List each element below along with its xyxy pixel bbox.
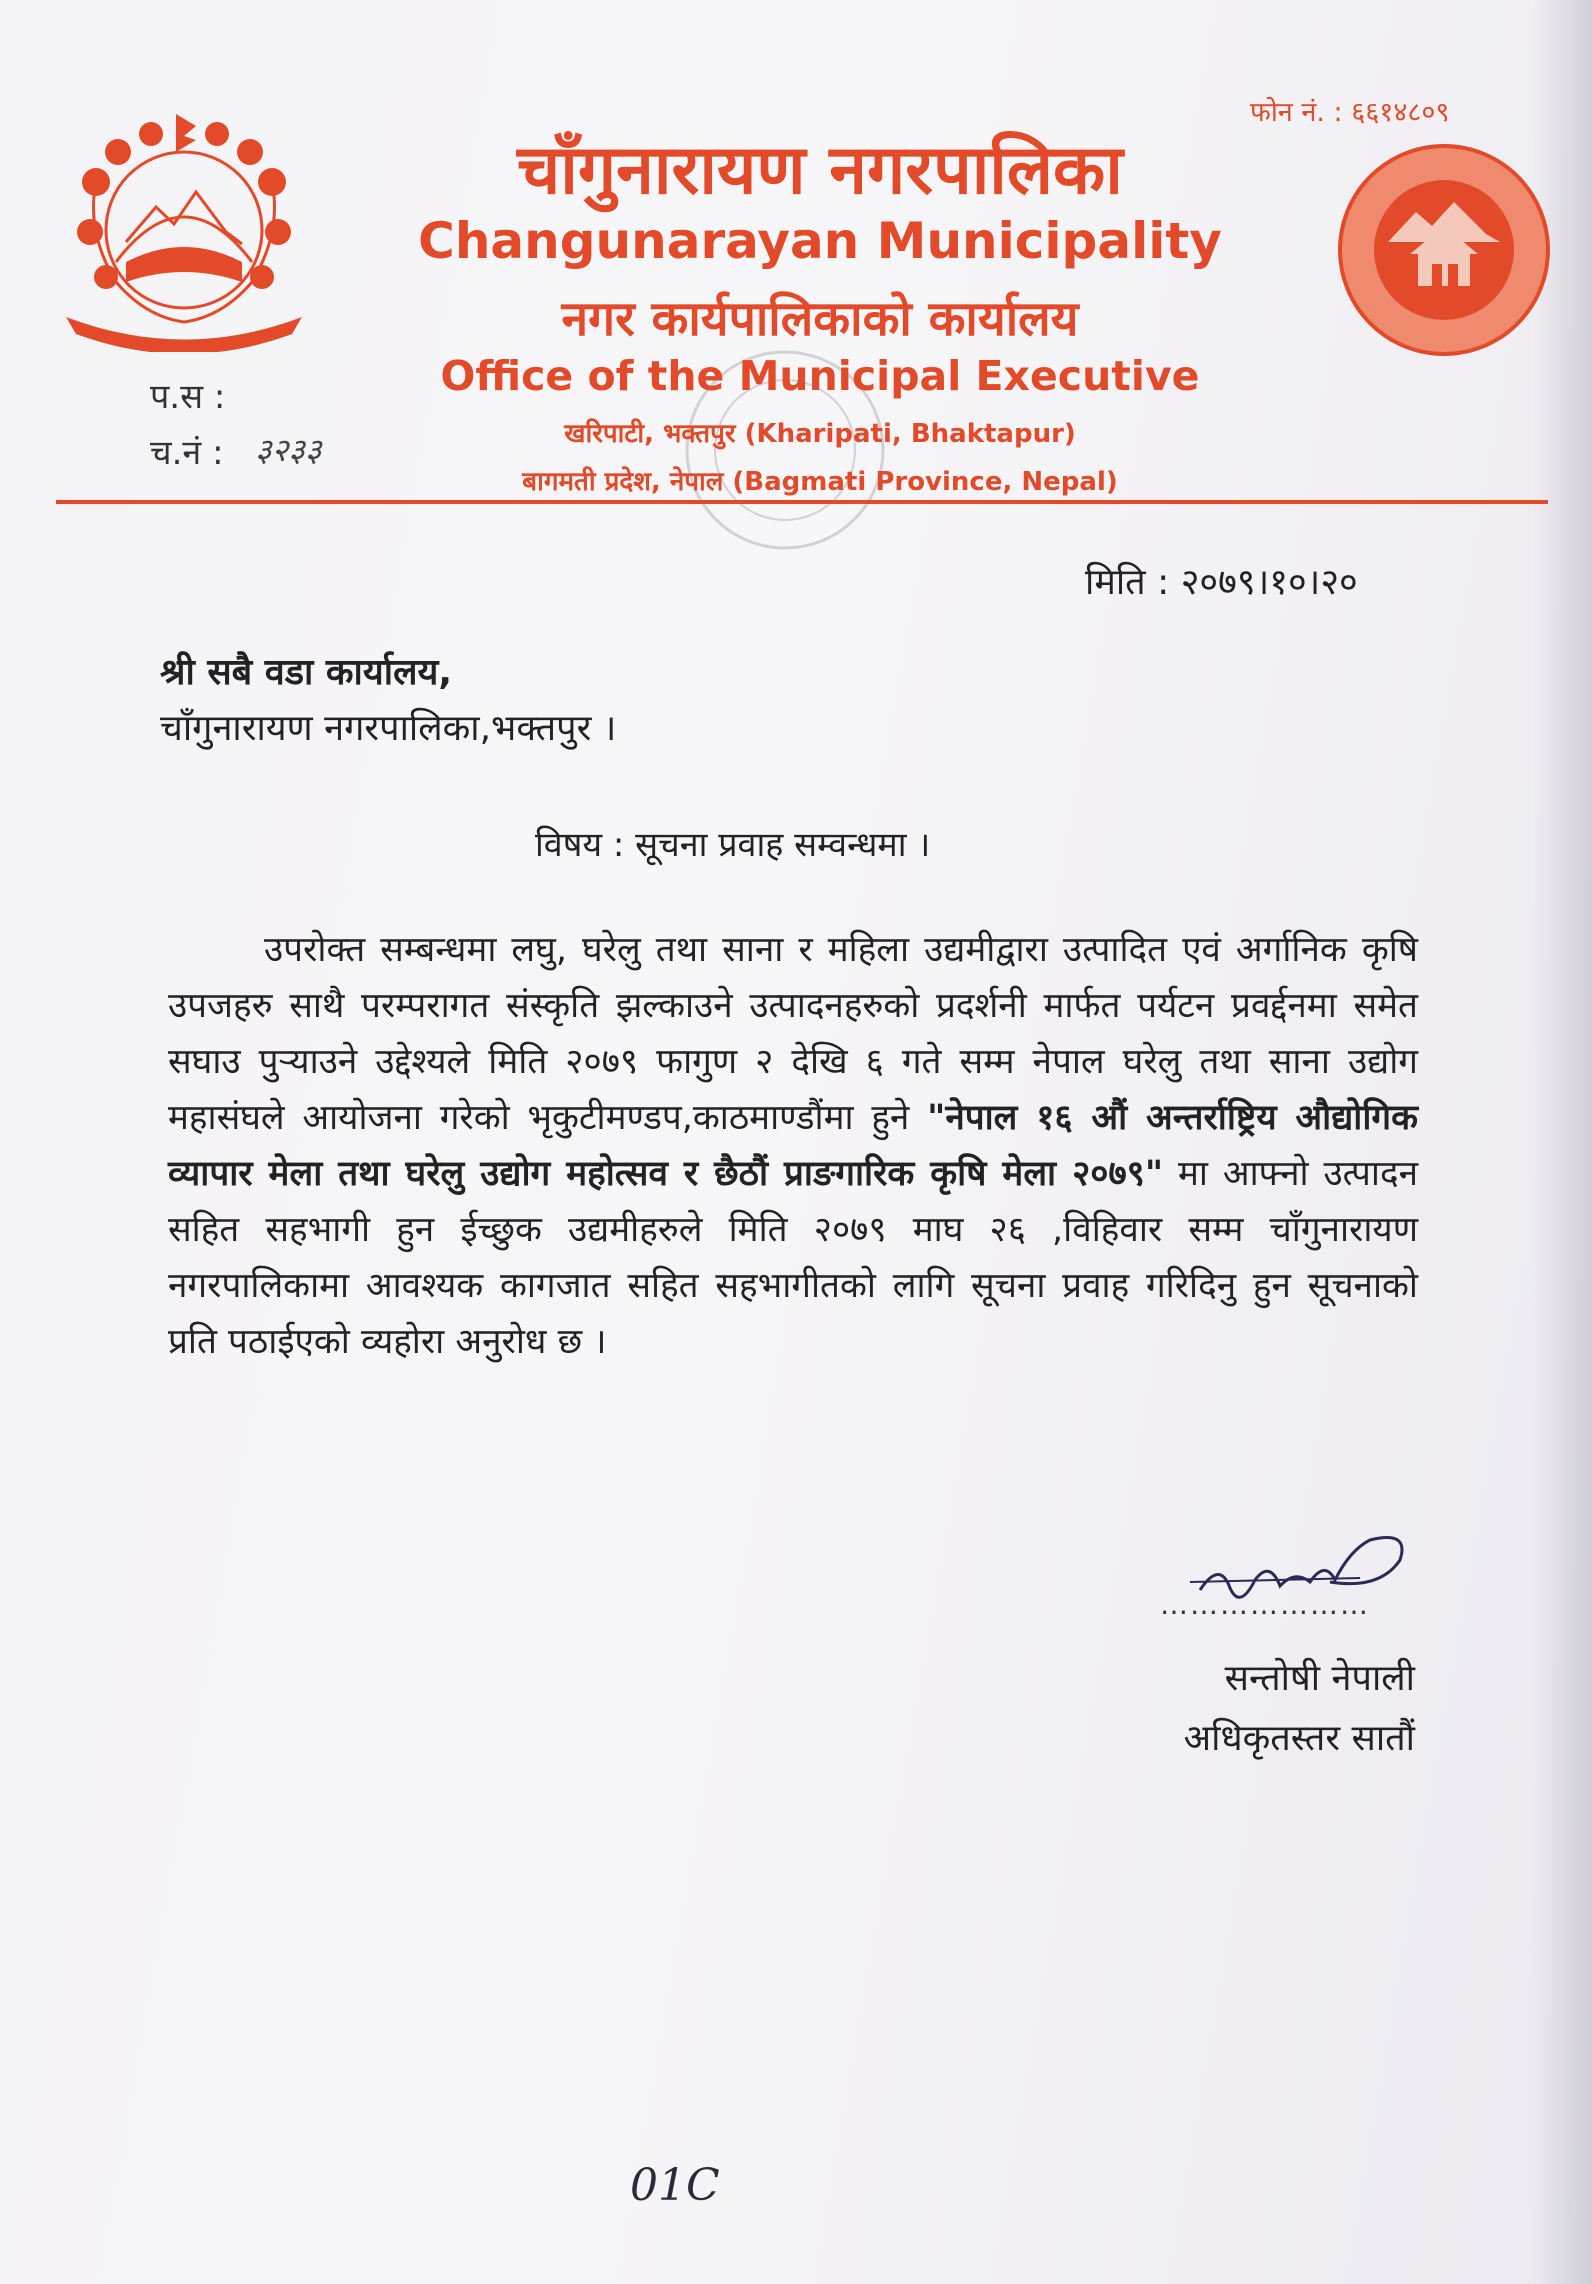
dispatch-number: ३२३३ <box>255 431 322 469</box>
address-line-1: खरिपाटी, भक्तपुर (Kharipati, Bhaktapur) <box>564 419 1076 449</box>
body-text-highlight: "नेपाल १६ औं अन्तर्राष्ट्रिय औद्योगिक व्यापार मेला तथा घरेलु उद्योग महोत्सव र छैठौं प्राङगारिक कृषि मेला २०७९" <box>168 1098 1418 1194</box>
body-text-part-2: मा आफ्नो उत्पादन सहित सहभागी हुन ईच्छुक उद्यमीहरुले मिति २०७९ माघ २६ ,विहिवार सम्म चाँगुनारायण नगरपालिकामा आवश्यक कागजात सहित सहभागीतको लागि सूचना प्रवाह गरिदिनु हुन सूचनाको प्रति पठाईएको व्यहोरा अनुरोध छ । <box>168 1154 1418 1362</box>
dispatch-label: च.नं : <box>150 433 224 473</box>
address-line-2: बागमती प्रदेश, नेपाल (Bagmati Province, Nepal) <box>522 467 1118 497</box>
phone-number: फोन नं. : ६६१४८०९ <box>1250 97 1450 128</box>
header-divider <box>56 500 1548 504</box>
body-text-part-1: उपरोक्त सम्बन्धमा लघु, घरेलु तथा साना र महिला उद्यमीद्वारा उत्पादित एवं अर्गानिक कृषि उपजहरु साथै परम्परागत संस्कृति झल्काउने उत्पादनहरुको प्रदर्शनी मार्फत पर्यटन प्रवर्द्दनमा समेत सघाउ पुऱ्याउने उद्देश्यले मिति २०७९ फागुण २ देखि ६ गते सम्म नेपाल घरेलु तथा साना उद्योग महासंघले आयोजना गरेको भृकुटीमण्डप,काठमाण्डौंमा हुने <box>168 930 1418 1138</box>
addressee-line-1: श्री सबै वडा कार्यालय, <box>160 652 453 693</box>
municipality-title-english: Changunarayan Municipality <box>418 212 1222 270</box>
addressee-line-2: चाँगुनारायण नगरपालिका,भक्तपुर । <box>160 708 617 749</box>
reference-label: प.स : <box>150 377 226 417</box>
letter-subject: विषय : सूचना प्रवाह सम्वन्धमा । <box>535 825 931 865</box>
letter-body <box>168 922 1418 1370</box>
signature-line: ………………… <box>1160 1588 1370 1621</box>
nepal-emblem-logo <box>56 112 312 352</box>
signatory-title: अधिकृतस्तर सातौं <box>1183 1718 1415 1759</box>
office-title-english: Office of the Municipal Executive <box>440 352 1200 400</box>
municipality-title-nepali: चाँगुनारायण नगरपालिका <box>517 131 1123 210</box>
letter-date: मिति : २०७९।१०।२० <box>1085 562 1358 603</box>
signatory-name: सन्तोषी नेपाली <box>1224 1658 1415 1699</box>
municipality-seal-logo <box>1336 142 1552 358</box>
handwritten-note: 01C <box>630 2160 720 2211</box>
office-title-nepali: नगर कार्यपालिकाको कार्यालय <box>561 291 1079 347</box>
